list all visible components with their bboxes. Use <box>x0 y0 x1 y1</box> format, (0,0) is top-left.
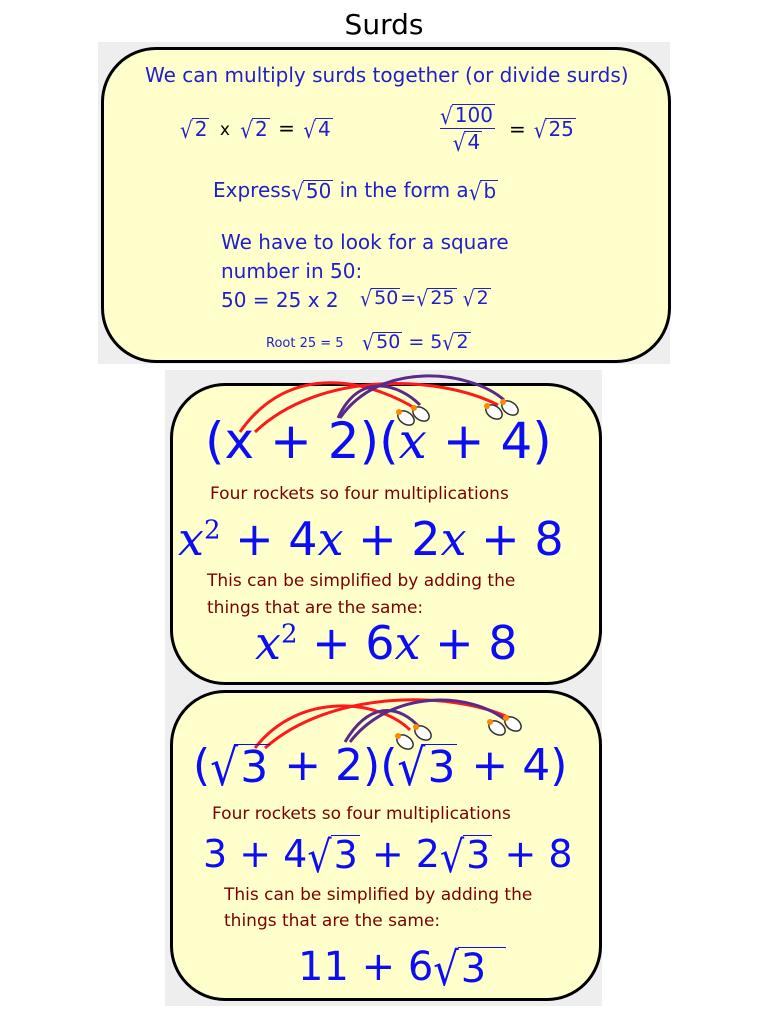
radicand: 3 <box>463 835 492 876</box>
radicand: 2 <box>192 118 210 140</box>
radicand: 50 <box>373 332 402 353</box>
equals-sign: = <box>400 287 417 309</box>
express-task: Express √ 50 in the form a √ b <box>213 178 497 206</box>
simplify-note-line-1: This can be simplified by adding the <box>224 885 533 905</box>
radicand: 2 <box>454 332 471 353</box>
expr-part: + 2)( <box>270 740 398 791</box>
radicand: 4 <box>315 118 333 140</box>
denominator: 4 <box>464 131 482 153</box>
simplify-note-line-2: things that are the same: <box>207 598 424 618</box>
expr-part: + 8 <box>420 616 518 670</box>
radicand: 2 <box>252 118 270 140</box>
multiply-example: √ 2 x √ 2 = √ 4 <box>180 116 331 144</box>
expr-part: + 2 <box>359 832 440 876</box>
radicand: b <box>480 180 498 202</box>
exponent: 2 <box>203 515 221 546</box>
expr-part: + 8 <box>492 832 573 876</box>
variable-x: x <box>255 616 281 670</box>
factor-roots: √ 50 = √ 25 √ 2 <box>360 286 489 312</box>
rockets-note: Four rockets so four multiplications <box>210 484 509 504</box>
surd-simplified-result: 11 + 6 √ 3 <box>298 944 506 990</box>
expr-part: + 4) <box>457 740 568 791</box>
expr-part: ( <box>193 740 211 791</box>
expr-part: + 8 <box>466 512 564 566</box>
numerator: 100 <box>452 104 495 126</box>
equals-sign: = <box>508 116 526 141</box>
expr-part: (x + 2)( <box>205 412 399 470</box>
radicand: 3 <box>458 947 506 990</box>
times-sign: x <box>219 120 230 140</box>
factor-calc: 50 = 25 x 2 <box>221 288 339 312</box>
expr-part: + 2 <box>343 512 441 566</box>
radicand: 3 <box>237 744 270 791</box>
expr-part: 3 + 4 <box>203 832 308 876</box>
simplify-note-line-1: This can be simplified by adding the <box>207 571 516 591</box>
explanation-line-1: We have to look for a square <box>221 230 509 254</box>
surd-bracket-expression: ( √ 3 + 2)( √ 3 + 4) <box>193 739 568 798</box>
radicand: 50 <box>303 180 333 202</box>
radicand: 3 <box>424 744 457 791</box>
final-simplified: √ 50 = 5 √ 2 <box>362 330 469 356</box>
radicand: 50 <box>371 288 400 309</box>
task-text: Express <box>213 178 292 202</box>
variable-x: x <box>394 616 421 670</box>
simplify-note-line-2: things that are the same: <box>224 911 441 931</box>
explanation-line-2: number in 50: <box>221 259 363 283</box>
expr-part: + 6 <box>297 616 395 670</box>
variable-x: x <box>178 512 204 566</box>
equals-sign: = <box>278 116 295 140</box>
variable-x: x <box>398 412 427 470</box>
equals-five: = 5 <box>408 331 443 353</box>
exponent: 2 <box>280 619 298 650</box>
expr-part: + 4) <box>426 412 552 470</box>
surd-expanded-expression: 3 + 4 √ 3 + 2 √ 3 + 8 <box>203 831 573 883</box>
radicand: 25 <box>545 118 575 140</box>
intro-text: We can multiply surds together (or divide surds) <box>145 63 629 87</box>
radicand: 2 <box>474 288 491 309</box>
expr-part: 11 + 6 <box>298 944 434 990</box>
radicand: 3 <box>331 835 360 876</box>
root-note: Root 25 = 5 <box>266 336 344 351</box>
expr-part: + 4 <box>220 512 318 566</box>
variable-x: x <box>317 512 344 566</box>
radicand: 25 <box>427 288 456 309</box>
page-title: Surds <box>344 8 424 41</box>
task-text: in the form a <box>339 178 469 202</box>
rockets-note: Four rockets so four multiplications <box>212 804 511 824</box>
variable-x: x <box>440 512 467 566</box>
divide-example: √ 100 √ 4 = √ 25 <box>440 102 574 157</box>
